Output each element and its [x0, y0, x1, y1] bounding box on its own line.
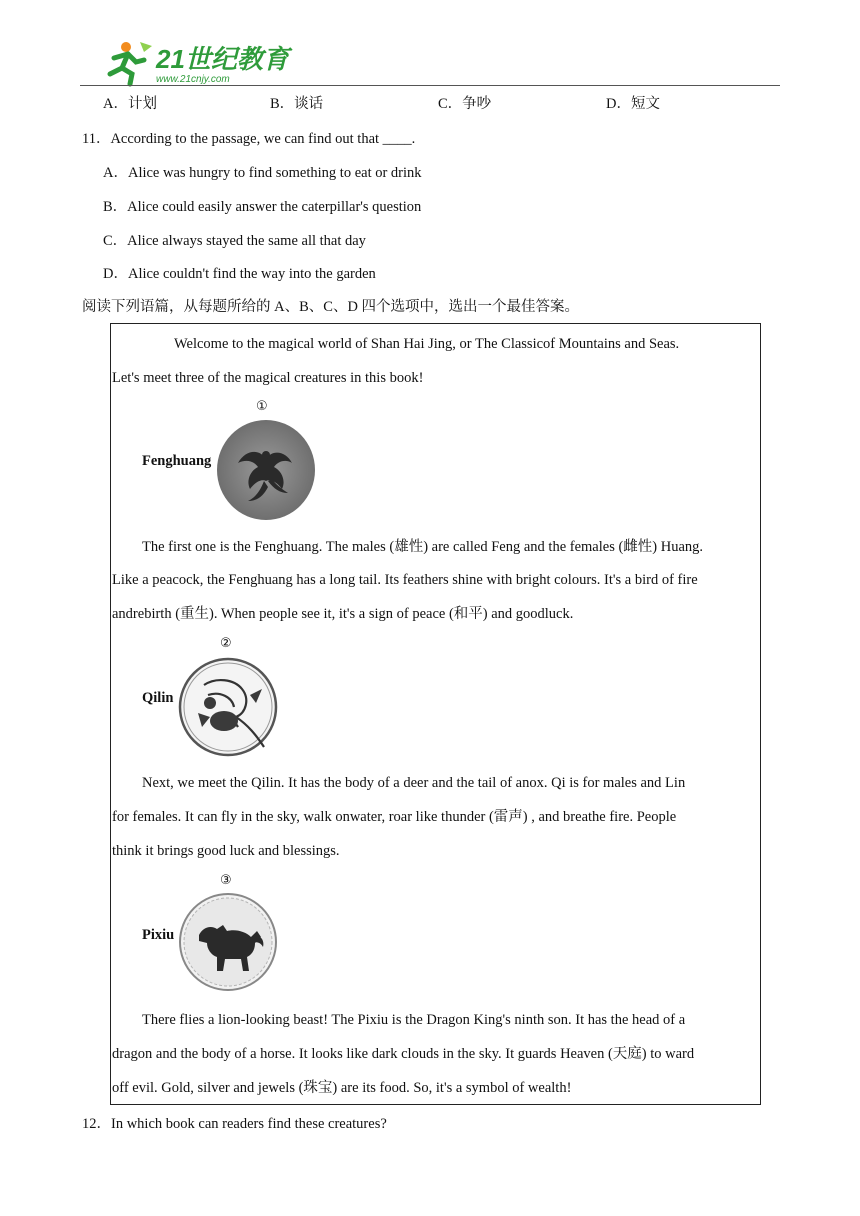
logo-text: 21世纪教育: [156, 44, 289, 74]
q10-option-b[interactable]: B．谈话: [270, 96, 324, 112]
q10-option-a[interactable]: A．计划: [103, 96, 157, 112]
reading-instruction: 阅读下列语篇，从每题所给的 A、B、C、D 四个选项中，选出一个最佳答案。: [82, 299, 580, 315]
q11-option-d[interactable]: D．Alice couldn't find the way into the garden: [103, 266, 376, 282]
q12-stem: 12．In which book can readers find these creatures?: [82, 1116, 387, 1132]
page-header: [0, 0, 860, 90]
pixiu-line-2: dragon and the body of a horse. It looks like dark clouds in the sky. It guards Heaven (天庭) to ward: [112, 1046, 695, 1062]
fenghuang-image: [216, 419, 316, 522]
q10-option-c[interactable]: C．争吵: [438, 96, 492, 112]
creature-marker-2: ②: [220, 636, 232, 651]
creature-marker-1: ①: [256, 399, 268, 414]
qilin-image: [176, 655, 280, 759]
pixiu-line-3: off evil. Gold, silver and jewels (珠宝) are its food. So, it's a symbol of wealth!: [112, 1080, 572, 1096]
fenghuang-line-1: The first one is the Fenghuang. The males (雄性) are called Feng and the females (雌性) Huang.: [142, 539, 704, 555]
q11-option-c[interactable]: C．Alice always stayed the same all that day: [103, 233, 366, 249]
pixiu-image: [177, 891, 279, 994]
creature-marker-3: ③: [220, 873, 232, 888]
creature-name-fenghuang: Fenghuang: [142, 453, 212, 469]
qilin-line-2: for females. It can fly in the sky, walk onwater, roar like thunder (雷声) , and breathe fire. People: [112, 809, 677, 825]
q11-option-a[interactable]: A．Alice was hungry to find something to eat or drink: [103, 165, 422, 181]
creature-name-qilin: Qilin: [142, 690, 174, 706]
runner-icon: [110, 42, 152, 84]
qilin-line-1: Next, we meet the Qilin. It has the body of a deer and the tail of anox. Qi is for males and Lin: [142, 775, 686, 791]
q10-option-d[interactable]: D．短文: [606, 96, 660, 112]
fenghuang-line-2: Like a peacock, the Fenghuang has a long tail. Its feathers shine with bright colours. It's a bird of fire: [112, 572, 698, 588]
passage-intro-line-2: Let's meet three of the magical creatures in this book!: [112, 370, 424, 386]
header-divider: [80, 85, 780, 86]
qilin-line-3: think it brings good luck and blessings.: [112, 843, 340, 859]
logo-url: www.21cnjy.com: [156, 74, 230, 85]
passage-intro-line-1: Welcome to the magical world of Shan Hai Jing, or The Classicof Mountains and Seas.: [174, 336, 680, 352]
fenghuang-line-3: andrebirth (重生). When people see it, it's a sign of peace (和平) and goodluck.: [112, 606, 574, 622]
creature-name-pixiu: Pixiu: [142, 927, 175, 943]
pixiu-line-1: There flies a lion-looking beast! The Pixiu is the Dragon King's ninth son. It has the head of a: [142, 1012, 686, 1028]
q11-option-b[interactable]: B．Alice could easily answer the caterpillar's question: [103, 199, 422, 215]
logo: [100, 38, 289, 86]
q11-stem: 11．According to the passage, we can find out that ____.: [82, 131, 416, 147]
